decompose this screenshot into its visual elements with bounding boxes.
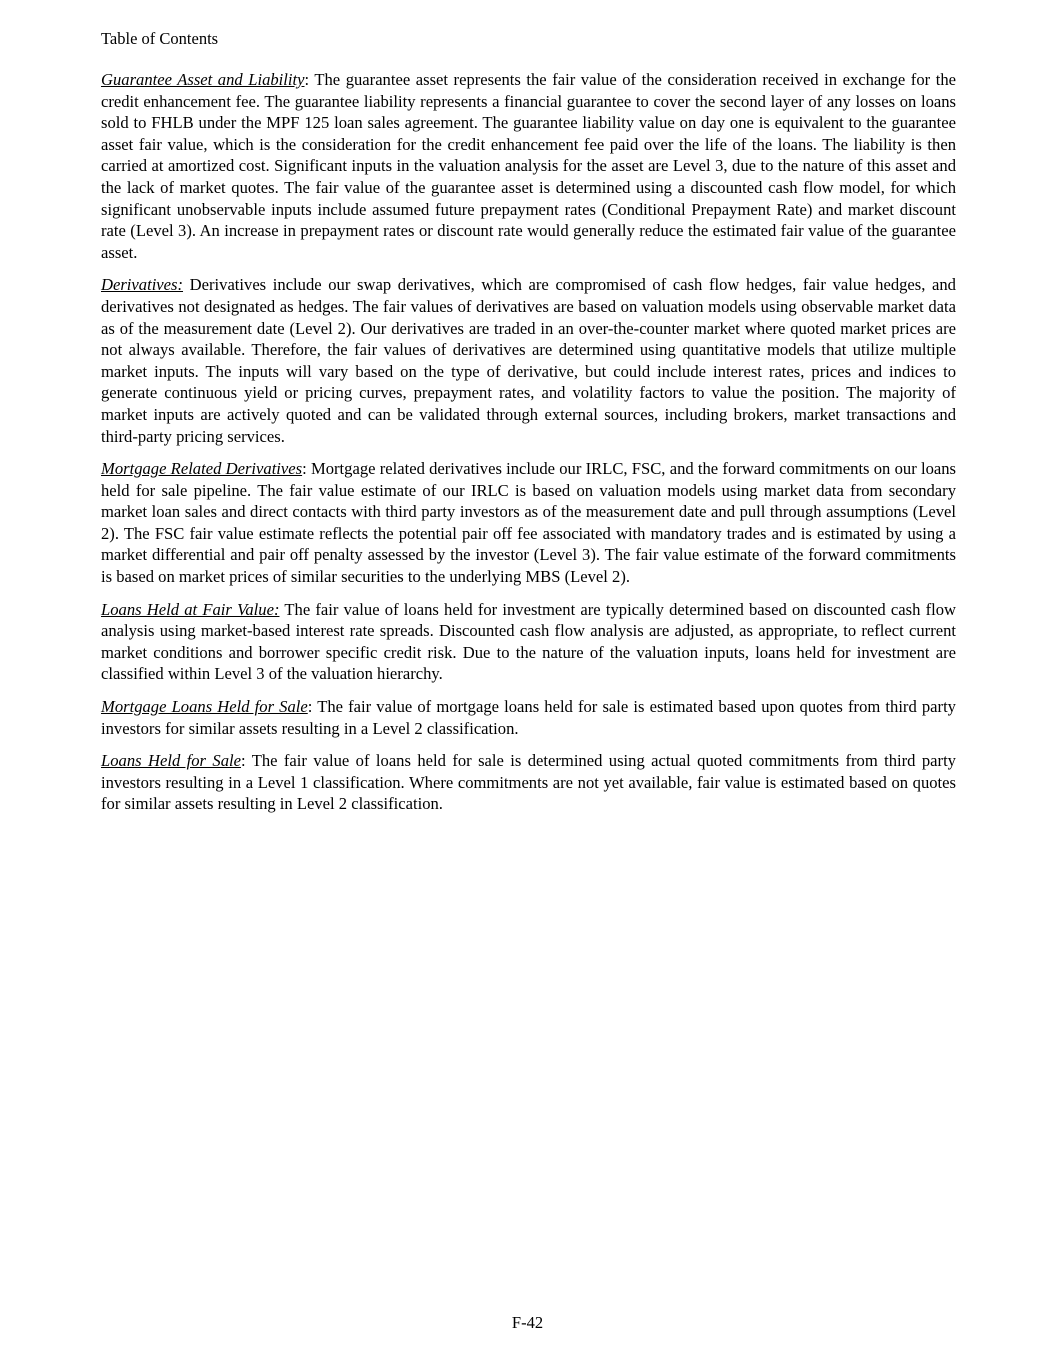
paragraph-heading: Guarantee Asset and Liability [101,70,305,89]
paragraph-heading: Mortgage Loans Held for Sale [101,697,308,717]
heading-separator: : [307,697,318,717]
paragraph-heading: Derivatives: [101,275,184,295]
heading-separator: : [302,459,311,479]
paragraph-heading: Mortgage Related Derivatives [101,459,303,479]
paragraph-derivatives [101,274,956,447]
paragraph-loans-held-at-fair-value [101,599,956,685]
paragraph-text: The fair value of loans held for sale is determined using actual quoted commitments from third party investors resulting in a Level 1 classification. Where commitments are not yet available, fair value is estimated based on quotes for similar assets resulting in Level 2 classification. [101,751,956,814]
heading-separator: : [304,70,315,89]
heading-separator: : [240,751,252,771]
page-number: F-42 [511,1313,544,1332]
document-body [101,69,956,826]
heading-separator [183,275,190,294]
paragraph-text: Derivatives include our swap derivatives, which are compromised of cash flow hedges, fair value hedges, and derivatives not designated as hedges. The fair values of derivatives are based on valuation models using observable market data as of the measurement date (Level 2). Our derivatives are traded in an over-the-counter market where quoted market prices are not always available. Therefore, the fair values of derivatives are determined using quantitative models that utilize multiple market inputs. The inputs will vary based on the type of derivative, but could include interest rates, prices and indices to generate continuous yield or pricing curves, prepayment rates, and volatility factors to value the position. The majority of market inputs are actively quoted and can be validated through external sources, including brokers, market transactions and third-party pricing services. [101,275,956,446]
paragraph-heading: Loans Held for Sale [101,751,241,771]
paragraph-text: The guarantee asset represents the fair value of the consideration received in exchange for the credit enhancement fee. The guarantee liability represents a financial guarantee to cover the second layer of any losses on loans sold to FHLB under the MPF 125 loan sales agreement. The guarantee liability value on day one is equivalent to the guarantee asset fair value, which is the consideration for the credit enhancement fee paid over the life of the loans. The liability is then carried at amortized cost. Significant inputs in the valuation analysis for the asset are Level 3, due to the nature of this asset and the lack of market quotes. The fair value of the guarantee asset is determined using a discounted cash flow model, for which significant unobservable inputs include assumed future prepayment rates (Conditional Prepayment Rate) and market discount rate (Level 3). An increase in prepayment rates or discount rate would generally reduce the estimated fair value of the guarantee asset. [101,70,956,262]
paragraph-mortgage-related-derivatives [101,458,956,588]
paragraph-text: The fair value of mortgage loans held for sale is estimated based upon quotes from third party investors for similar assets resulting in a Level 2 classification. [101,697,956,738]
paragraph-mortgage-loans-held-for-sale [101,696,956,739]
paragraph-loans-held-for-sale [101,750,956,815]
table-of-contents-label: Table of Contents [101,29,219,48]
paragraph-text: Mortgage related derivatives include our IRLC, FSC, and the forward commitments on our loans held for sale pipeline. The fair value estimate of our IRLC is based on valuation models using market data from secondary market loan sales and direct contacts with third party investors as of the measurement date and pull through assumptions (Level 2). The FSC fair value estimate reflects the potential pair off fee associated with mandatory trades and is estimated by using a market differential and pair off penalty assessed by the investor (Level 3). The fair value estimate of the forward commitments is based on market prices of similar securities to the underlying MBS (Level 2). [101,459,956,587]
paragraph-heading: Loans Held at Fair Value: [101,599,280,619]
paragraph-text: The fair value of loans held for investment are typically determined based on discounted cash flow analysis using market-based interest rate spreads. Discounted cash flow analysis are adjusted, as appropriate, to reflect current market conditions and borrower specific credit risk. Due to the nature of the valuation inputs, loans held for investment are classified within Level 3 of the valuation hierarchy. [101,599,956,684]
paragraph-guarantee-asset-and-liability [101,69,956,263]
